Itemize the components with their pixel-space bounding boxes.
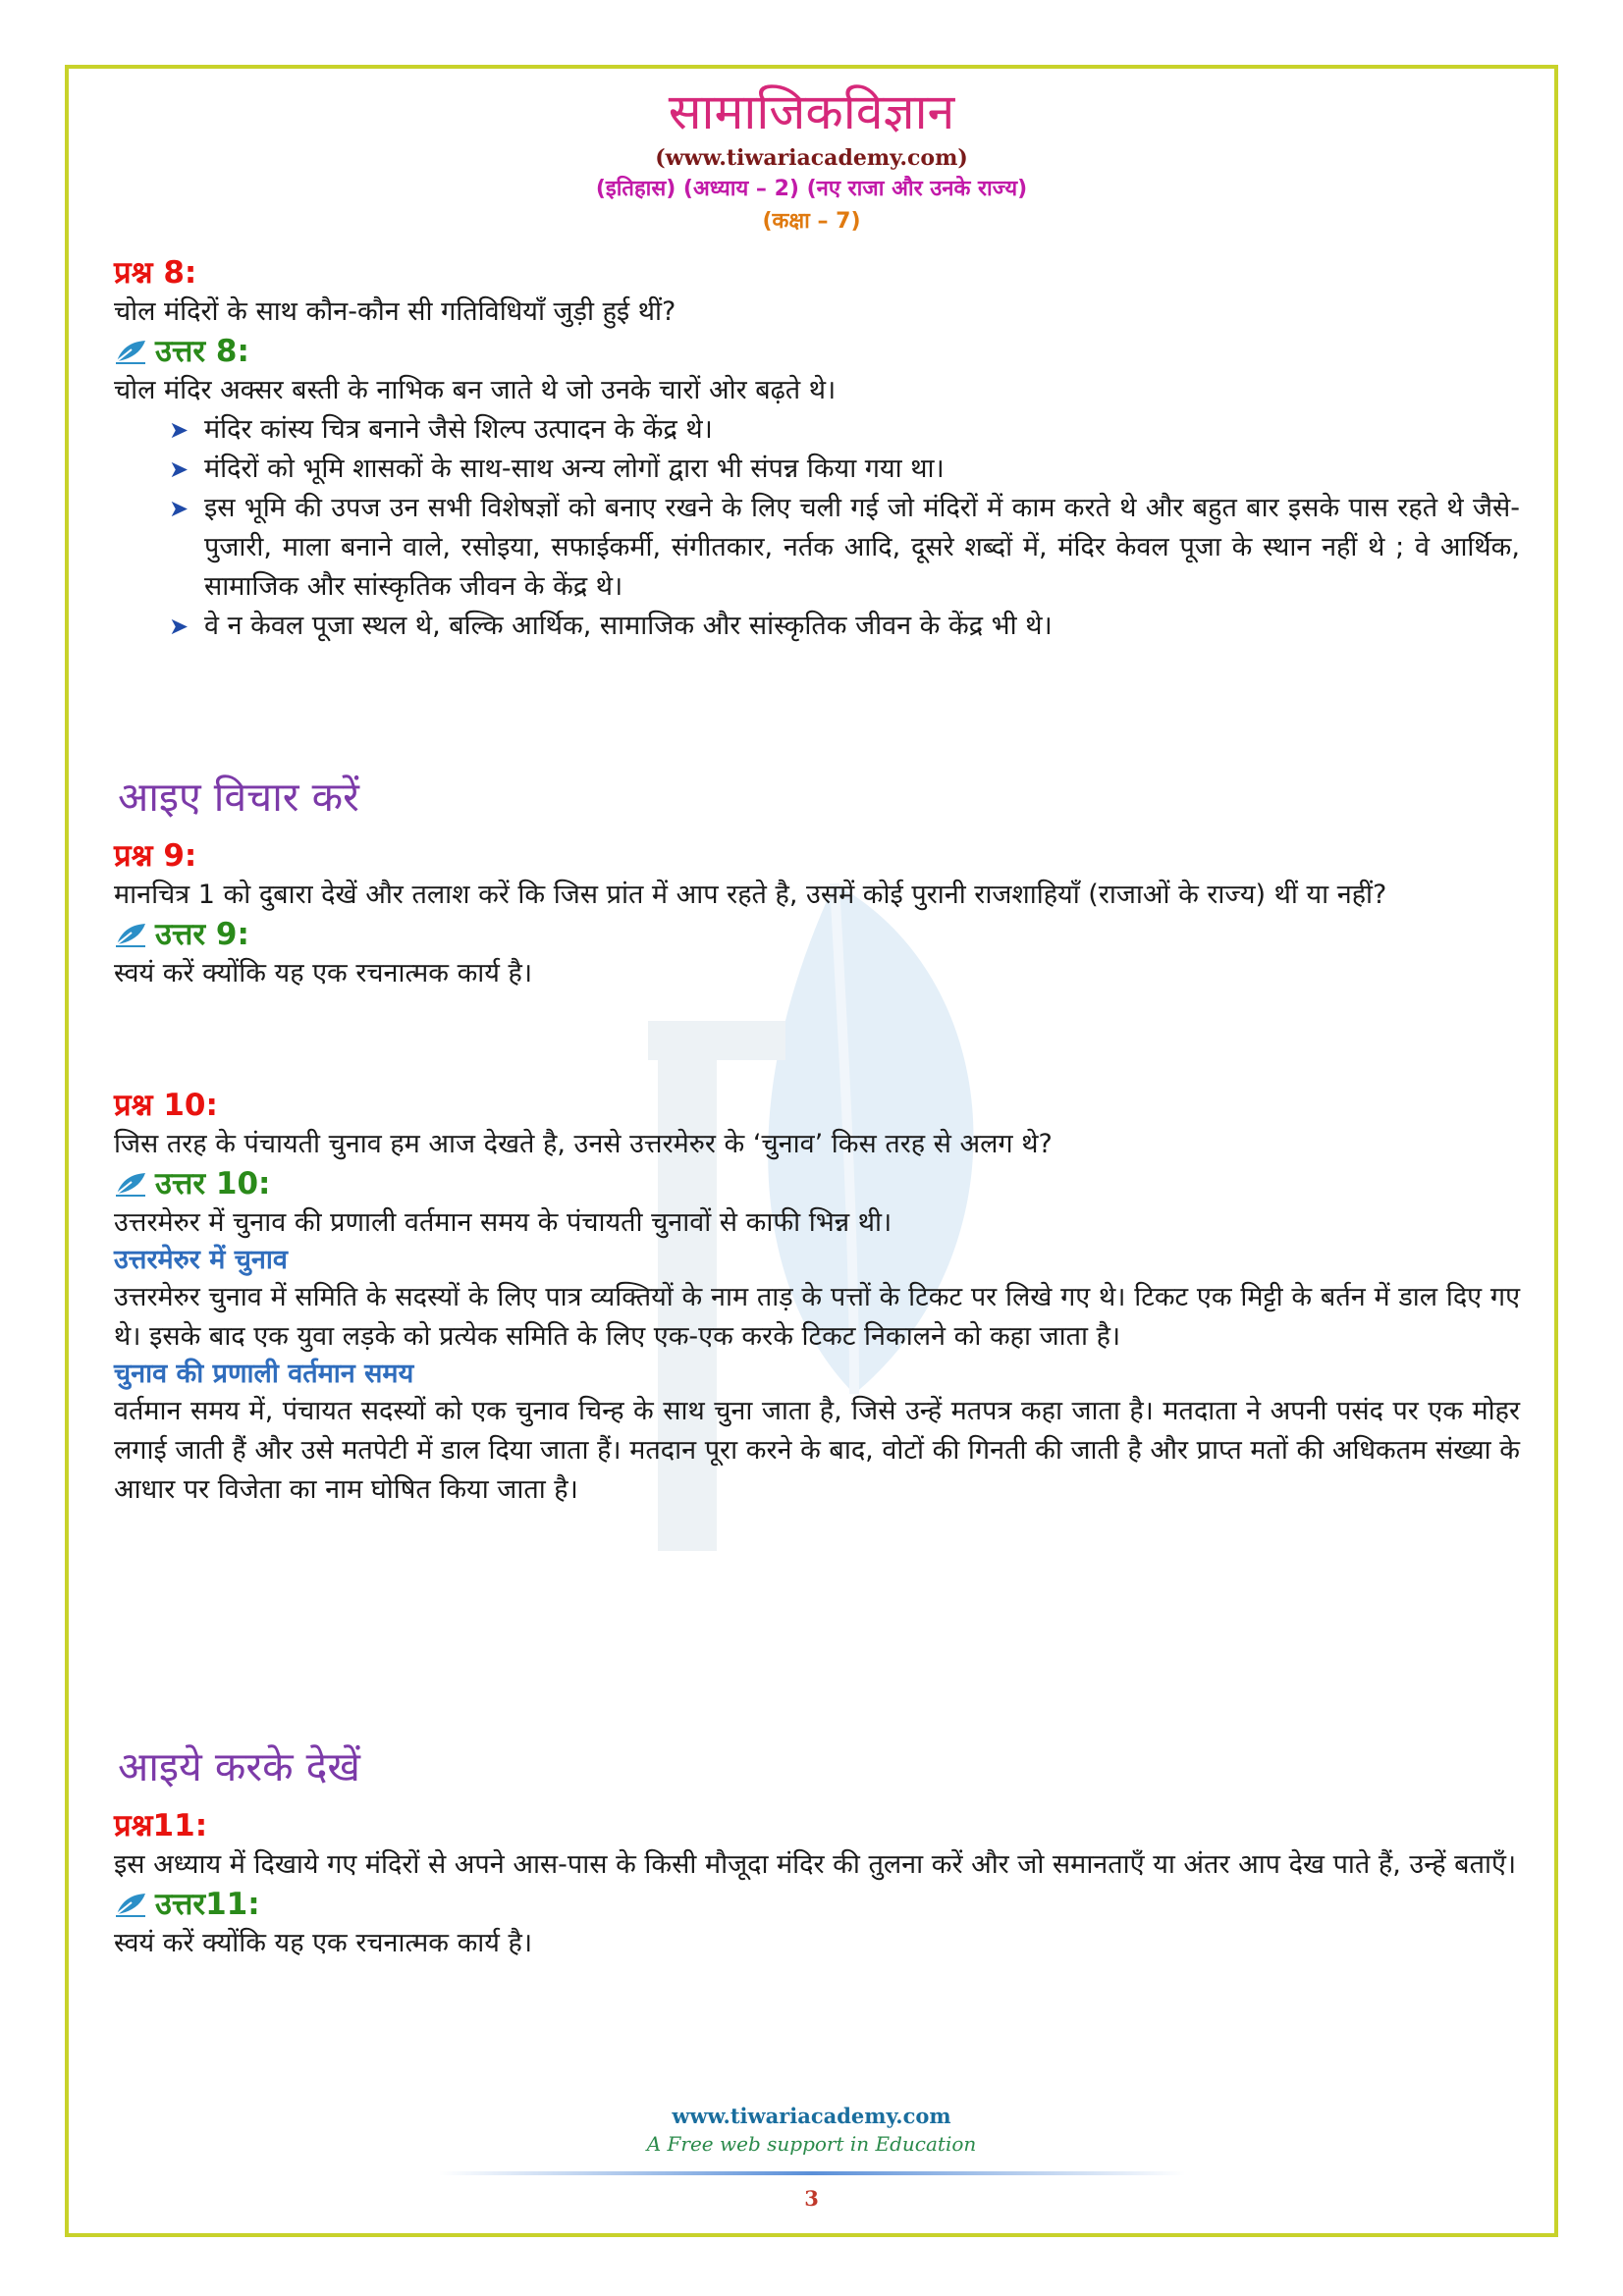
pen-nib-icon [114,338,149,365]
answer-9-text: स्वयं करें क्योंकि यह एक रचनात्मक कार्य है। [114,958,533,988]
question-9-text: मानचित्र 1 को दुबारा देखें और तलाश करें कि जिस प्रांत में आप रहते है, उसमें कोई पुरानी राजशाहियाँ (राजाओं के राज्य) थीं या नहीं? [114,880,1387,910]
question-11-text: इस अध्याय में दिखाये गए मंदिरों से अपने आस-पास के किसी मौजूदा मंदिर की तुलना करें और जो समानताएँ या अंतर आप देख पाते हैं, उन्हें बताएँ। [114,1849,1517,1880]
header-site-link[interactable]: (www.tiwariacademy.com) [655,145,968,171]
list-item: ➤ इस भूमि की उपज उन सभी विशेषज्ञों को बनाए रखने के लिए चली गई जो मंदिरों में काम करते थे और बहुत बार इसके पास रहते थे जैसे-पुजारी, माला बनाने वाले, रसोइया, सफाईकर्मी, संगीतकार, नर्तक आदि, दूसरे शब्दों में, मंदिर केवल पूजा के स्थान नहीं थे ; वे आर्थिक, सामाजिक और सांस्कृतिक जीवन के केंद्र थे। [169,489,1520,607]
list-item: ➤ मंदिर कांस्य चित्र बनाने जैसे शिल्प उत्पादन के केंद्र थे। [169,410,1520,450]
answer-8-bullets [114,410,1520,646]
answer-10-heading [114,1164,1520,1203]
answer-10-subheading-2: चुनाव की प्रणाली वर्तमान समय [114,1359,414,1389]
answer-10-paragraph-1: उत्तरमेरुर चुनाव में समिति के सदस्यों के लिए पात्र व्यक्तियों के नाम ताड़ के पत्तों के टिकट पर लिखे गए थे। टिकट एक मिट्टी के बर्तन में डाल दिए गए थे। इसके बाद एक युवा लड़के को प्रत्येक समिति के लिए एक-एक करके टिकट निकालने को कहा जाता है। [114,1282,1520,1352]
question-9-label: प्रश्न 9: [114,838,197,874]
answer-8-intro: चोल मंदिर अक्सर बस्ती के नाभिक बन जाते थे जो उनके चारों ओर बढ़ते थे। [114,375,837,405]
pen-nib-icon [114,1891,149,1918]
list-item: ➤ मंदिरों को भूमि शासकों के साथ-साथ अन्य लोगों द्वारा भी संपन्न किया गया था। [169,450,1520,489]
answer-10-paragraph-2: वर्तमान समय में, पंचायत सदस्यों को एक चुनाव चिन्ह के साथ चुना जाता है, जिसे उन्हें मतपत्र कहा जाता है। मतदाता ने अपनी पसंद पर एक मोहर लगाई जाती हैं और उसे मतपेटी में डाल दिया जाता हैं। मतदान पूरा करने के बाद, वोटों की गिनती की जाती है और प्राप्त मतों की अधिकतम संख्या के आधार पर विजेता का नाम घोषित किया जाता है। [114,1396,1520,1505]
pen-nib-icon [114,1170,149,1198]
section-heading-1: आइए विचार करें [118,774,359,821]
question-10-block [114,1086,1520,1510]
page-footer [0,2103,1623,2216]
answer-9-label: उत्तर 9: [155,917,249,952]
arrow-right-icon: ➤ [169,455,189,483]
footer-tagline: A Free web support in Education [646,2132,977,2156]
question-11-label: प्रश्न11: [114,1808,208,1843]
chapter-info: (इतिहास) (अध्याय – 2) (नए राजा और उनके राज्य) [595,177,1028,201]
question-8-block [114,253,1520,646]
answer-8-heading [114,332,1520,371]
arrow-right-icon: ➤ [169,613,189,640]
answer-11-heading [114,1885,1520,1924]
question-8-text: चोल मंदिरों के साथ कौन-कौन सी गतिविधियाँ जुड़ी हुई थीं? [114,296,676,327]
question-9-block [114,836,1520,993]
arrow-right-icon: ➤ [169,495,189,522]
footer-site-link[interactable]: www.tiwariacademy.com [672,2104,951,2128]
arrow-right-icon: ➤ [169,416,189,444]
question-8-label: प्रश्न 8: [114,255,197,291]
answer-11-label: उत्तर11: [155,1887,260,1922]
page-number: 3 [804,2186,819,2211]
answer-8-label: उत्तर 8: [155,334,249,369]
answer-10-subheading-1: उत्तरमेरुर में चुनाव [114,1245,288,1275]
answer-10-label: उत्तर 10: [155,1166,271,1201]
answer-10-intro: उत्तरमेरुर में चुनाव की प्रणाली वर्तमान समय के पंचायती चुनावों से काफी भिन्न थी। [114,1207,893,1238]
page-title: सामाजिकविज्ञान [668,83,955,140]
list-item: ➤ वे न केवल पूजा स्थल थे, बल्कि आर्थिक, सामाजिक और सांस्कृतिक जीवन के केंद्र भी थे। [169,607,1520,646]
pen-nib-icon [114,921,149,948]
answer-11-text: स्वयं करें क्योंकि यह एक रचनात्मक कार्य है। [114,1928,533,1958]
footer-divider [439,2171,1185,2175]
section-heading-2: आइये करके देखें [118,1743,360,1790]
answer-9-heading [114,915,1520,954]
page-header [0,80,1623,238]
class-info: (कक्षा – 7) [762,209,861,234]
question-10-label: प्रश्न 10: [114,1088,218,1123]
question-10-text: जिस तरह के पंचायती चुनाव हम आज देखते है, उनसे उत्तरमेरुर के ‘चुनाव’ किस तरह से अलग थे? [114,1129,1053,1159]
question-11-block [114,1806,1520,1963]
